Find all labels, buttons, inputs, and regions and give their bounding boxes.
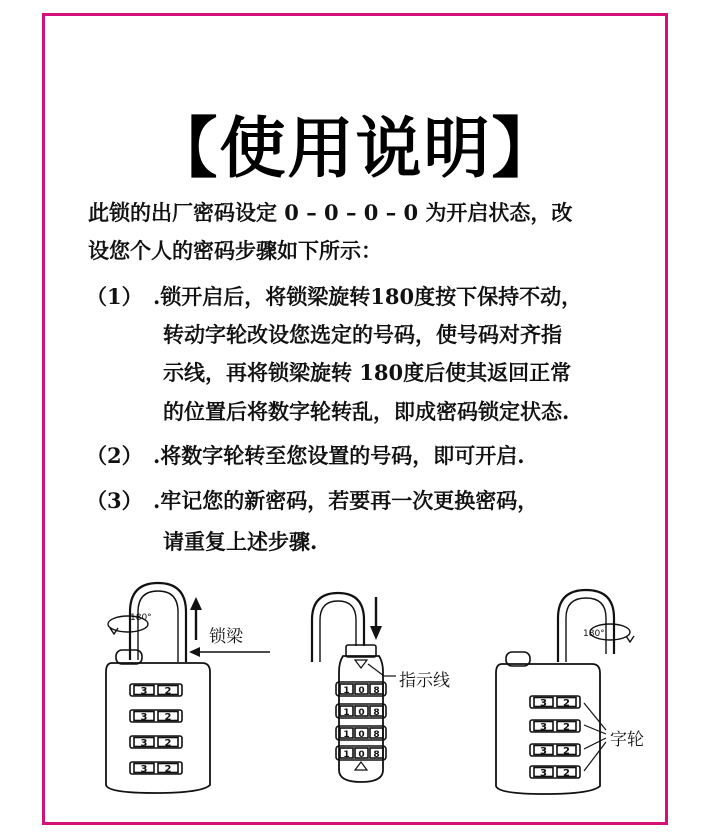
dial-digit-2: 2 bbox=[164, 738, 172, 749]
wheel-digit-8: 8 bbox=[373, 750, 380, 760]
dial-digit-3: 3 bbox=[540, 746, 547, 757]
step-3-line-2: 请重复上述步骤. bbox=[163, 529, 318, 554]
indicator-line-label: 指示线 bbox=[399, 671, 450, 691]
step-3-line-1: .牢记您的新密码，若要再一次更换密码， bbox=[153, 488, 539, 513]
wheel-digit-1: 1 bbox=[343, 730, 350, 740]
step-2-line-1: .将数字轮转至您设置的号码，即可开启. bbox=[153, 443, 525, 468]
dial-digit-3: 3 bbox=[540, 698, 547, 709]
wheel-digit-1: 1 bbox=[343, 708, 350, 718]
dial-digit-2: 2 bbox=[164, 686, 172, 697]
lock-2-illustration bbox=[312, 593, 396, 782]
dial-digit-3: 3 bbox=[540, 722, 547, 733]
lock-3-rotation-label: 180° bbox=[583, 629, 605, 639]
dial-digit-2: 2 bbox=[164, 712, 172, 723]
lock-3-dials bbox=[530, 696, 580, 779]
lock-1-dials bbox=[130, 684, 182, 775]
step-1-line-3: 示线，再将锁梁旋转 180度后使其返回正常 bbox=[163, 360, 572, 385]
wheel-digit-0: 0 bbox=[358, 686, 365, 696]
step-1-line-1: .锁开启后，将锁梁旋转180度按下保持不动， bbox=[153, 284, 583, 309]
dial-wheel-label: 字轮 bbox=[610, 730, 644, 750]
dial-digit-2: 2 bbox=[563, 698, 570, 709]
wheel-digit-1: 1 bbox=[343, 750, 350, 760]
step-2-number: （2） bbox=[86, 443, 143, 468]
shackle-label: 锁梁 bbox=[209, 627, 243, 647]
page-title: 【使用说明】 bbox=[151, 109, 560, 187]
wheel-digit-8: 8 bbox=[373, 708, 380, 718]
lock-3-illustration bbox=[496, 590, 634, 794]
lock-1-rotation-label: 180° bbox=[130, 613, 152, 623]
dial-digit-2: 2 bbox=[563, 768, 570, 779]
dial-digit-3: 3 bbox=[140, 738, 148, 749]
wheel-digit-1: 1 bbox=[343, 686, 350, 696]
dial-digit-2: 2 bbox=[563, 722, 570, 733]
dial-digit-3: 3 bbox=[140, 764, 148, 775]
step-1-line-4: 的位置后将数字轮转乱，即成密码锁定状态. bbox=[163, 399, 570, 424]
wheel-digit-0: 0 bbox=[358, 750, 365, 760]
dial-digit-3: 3 bbox=[140, 712, 148, 723]
dial-digit-3: 3 bbox=[540, 768, 547, 779]
intro-line-2: 设您个人的密码步骤如下所示： bbox=[88, 238, 382, 263]
wheel-digit-0: 0 bbox=[358, 708, 365, 718]
wheel-digit-8: 8 bbox=[373, 730, 380, 740]
step-3-number: （3） bbox=[86, 488, 143, 513]
intro-line-1: 此锁的出厂密码设定 0 – 0 – 0 – 0 为开启状态，改 bbox=[88, 200, 573, 225]
dial-digit-3: 3 bbox=[140, 686, 148, 697]
wheel-digit-8: 8 bbox=[373, 686, 380, 696]
dial-digit-2: 2 bbox=[563, 746, 570, 757]
lock-2-wheels bbox=[336, 682, 386, 760]
step-1-line-2: 转动字轮改设您选定的号码，使号码对齐指 bbox=[163, 322, 562, 347]
step-1-number: （1） bbox=[86, 284, 143, 309]
wheel-digit-0: 0 bbox=[358, 730, 365, 740]
dial-digit-2: 2 bbox=[164, 764, 172, 775]
